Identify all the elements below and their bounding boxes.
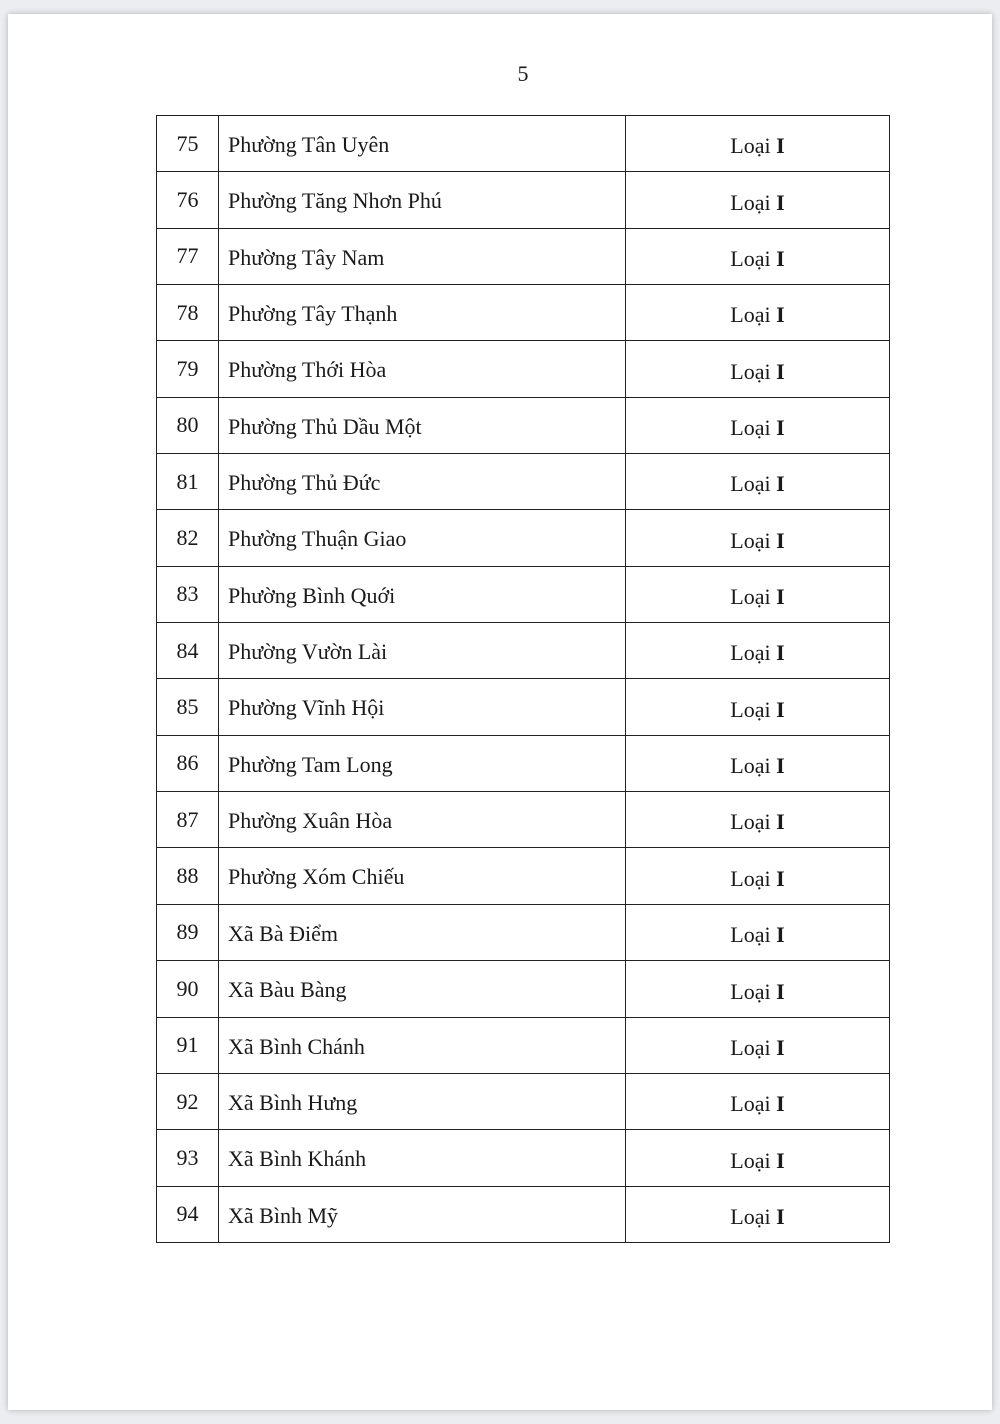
table-row (157, 679, 890, 735)
unit-classification (626, 735, 890, 791)
row-number: 92 (157, 1073, 219, 1129)
page-number: 5 (517, 61, 529, 86)
row-number: 94 (157, 1186, 219, 1242)
unit-classification (626, 1130, 890, 1186)
unit-classification (626, 792, 890, 848)
row-number: 80 (157, 397, 219, 453)
unit-classification (626, 1017, 890, 1073)
row-number: 86 (157, 735, 219, 791)
unit-classification (626, 1186, 890, 1242)
classification-word: Loại (730, 696, 771, 722)
unit-classification (626, 510, 890, 566)
table-row (157, 510, 890, 566)
table-row (157, 961, 890, 1017)
classification-grade: I (776, 527, 785, 553)
classification-word: Loại (730, 753, 771, 779)
classification-word: Loại (730, 584, 771, 610)
classification-grade: I (776, 133, 785, 159)
unit-name: Phường Bình Quới (219, 566, 626, 622)
unit-classification (626, 679, 890, 735)
unit-name: Xã Bàu Bàng (219, 961, 626, 1017)
unit-name: Phường Thới Hòa (219, 341, 626, 397)
unit-name: Phường Tây Thạnh (219, 285, 626, 341)
row-number: 87 (157, 792, 219, 848)
table-row (157, 116, 890, 172)
unit-classification (626, 116, 890, 172)
classification-word: Loại (730, 471, 771, 497)
classification-grade: I (776, 358, 785, 384)
classification-grade: I (776, 189, 785, 215)
classification-grade: I (776, 584, 785, 610)
row-number: 90 (157, 961, 219, 1017)
table-row (157, 397, 890, 453)
classification-word: Loại (730, 189, 771, 215)
classification-grade: I (776, 1203, 785, 1229)
administrative-units-table (156, 115, 890, 1243)
classification-word: Loại (730, 1034, 771, 1060)
classification-grade: I (776, 978, 785, 1004)
unit-name: Xã Bình Hưng (219, 1073, 626, 1129)
classification-grade: I (776, 1147, 785, 1173)
unit-name: Phường Xuân Hòa (219, 792, 626, 848)
row-number: 85 (157, 679, 219, 735)
classification-word: Loại (730, 865, 771, 891)
unit-classification (626, 566, 890, 622)
table-row (157, 904, 890, 960)
unit-classification (626, 397, 890, 453)
unit-name: Phường Thủ Dầu Một (219, 397, 626, 453)
row-number: 76 (157, 172, 219, 228)
classification-grade: I (776, 865, 785, 891)
row-number: 89 (157, 904, 219, 960)
row-number: 88 (157, 848, 219, 904)
table-row (157, 792, 890, 848)
classification-word: Loại (730, 527, 771, 553)
classification-word: Loại (730, 302, 771, 328)
row-number: 78 (157, 285, 219, 341)
table-row (157, 1017, 890, 1073)
row-number: 93 (157, 1130, 219, 1186)
unit-name: Xã Bình Khánh (219, 1130, 626, 1186)
classification-word: Loại (730, 133, 771, 159)
classification-word: Loại (730, 922, 771, 948)
classification-word: Loại (730, 358, 771, 384)
table-row (157, 341, 890, 397)
table-row (157, 735, 890, 791)
classification-grade: I (776, 415, 785, 441)
unit-classification (626, 848, 890, 904)
table-row (157, 1186, 890, 1242)
row-number: 82 (157, 510, 219, 566)
row-number: 84 (157, 623, 219, 679)
unit-name: Phường Tam Long (219, 735, 626, 791)
unit-name: Phường Tây Nam (219, 228, 626, 284)
classification-word: Loại (730, 415, 771, 441)
classification-grade: I (776, 809, 785, 835)
classification-word: Loại (730, 1091, 771, 1117)
classification-grade: I (776, 922, 785, 948)
classification-grade: I (776, 246, 785, 272)
unit-classification (626, 341, 890, 397)
document-page (8, 14, 992, 1410)
unit-name: Xã Bình Chánh (219, 1017, 626, 1073)
table-row (157, 454, 890, 510)
row-number: 83 (157, 566, 219, 622)
table-row (157, 623, 890, 679)
unit-name: Xã Bà Điểm (219, 904, 626, 960)
unit-name: Xã Bình Mỹ (219, 1186, 626, 1242)
classification-word: Loại (730, 978, 771, 1004)
table-row (157, 848, 890, 904)
row-number: 75 (157, 116, 219, 172)
classification-grade: I (776, 753, 785, 779)
unit-name: Phường Xóm Chiếu (219, 848, 626, 904)
unit-name: Phường Vĩnh Hội (219, 679, 626, 735)
unit-classification (626, 904, 890, 960)
unit-classification (626, 285, 890, 341)
unit-classification (626, 454, 890, 510)
row-number: 79 (157, 341, 219, 397)
unit-classification (626, 623, 890, 679)
row-number: 81 (157, 454, 219, 510)
unit-classification (626, 228, 890, 284)
classification-word: Loại (730, 1203, 771, 1229)
classification-word: Loại (730, 1147, 771, 1173)
unit-classification (626, 1073, 890, 1129)
table-row (157, 172, 890, 228)
unit-classification (626, 172, 890, 228)
unit-name: Phường Vườn Lài (219, 623, 626, 679)
unit-classification (626, 961, 890, 1017)
classification-grade: I (776, 1034, 785, 1060)
row-number: 77 (157, 228, 219, 284)
unit-name: Phường Tăng Nhơn Phú (219, 172, 626, 228)
table-row (157, 1130, 890, 1186)
unit-name: Phường Thuận Giao (219, 510, 626, 566)
classification-word: Loại (730, 246, 771, 272)
classification-grade: I (776, 640, 785, 666)
classification-word: Loại (730, 640, 771, 666)
table-row (157, 228, 890, 284)
unit-name: Phường Tân Uyên (219, 116, 626, 172)
classification-grade: I (776, 696, 785, 722)
table-row (157, 1073, 890, 1129)
unit-name: Phường Thủ Đức (219, 454, 626, 510)
table-row (157, 566, 890, 622)
row-number: 91 (157, 1017, 219, 1073)
table-row (157, 285, 890, 341)
classification-word: Loại (730, 809, 771, 835)
classification-grade: I (776, 302, 785, 328)
classification-grade: I (776, 471, 785, 497)
classification-grade: I (776, 1091, 785, 1117)
